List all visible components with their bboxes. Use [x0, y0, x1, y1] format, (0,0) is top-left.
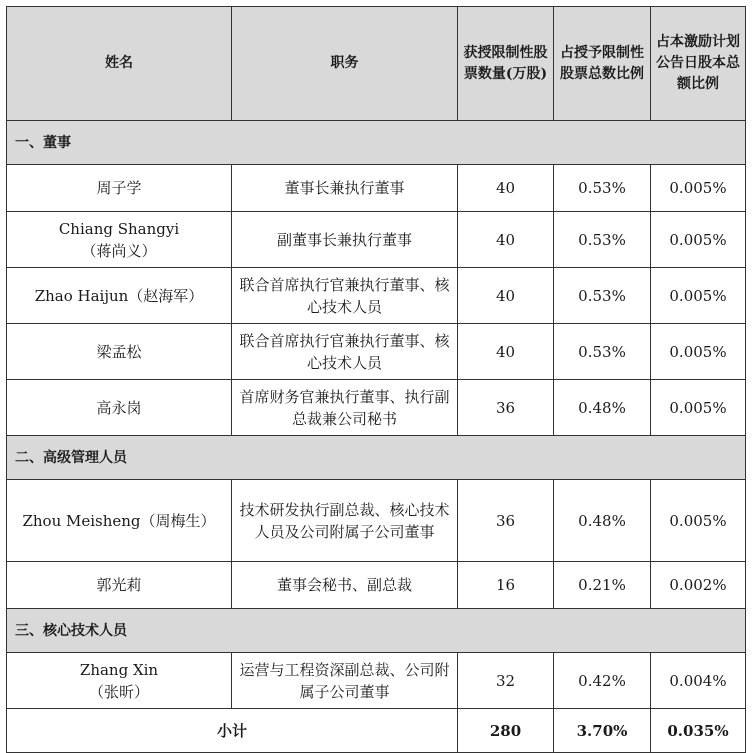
cell-position: 董事会秘书、副总裁	[232, 562, 458, 609]
cell-shares: 16	[458, 562, 554, 609]
table-row	[7, 212, 746, 268]
cell-name: Zhao Haijun（赵海军）	[7, 268, 232, 324]
cell-pct-grant: 0.48%	[554, 380, 651, 436]
section-row	[7, 436, 746, 480]
cell-shares: 32	[458, 653, 554, 709]
total-pct-grant: 3.70%	[554, 709, 651, 753]
cell-pct-total: 0.005%	[651, 212, 746, 268]
cell-pct-total: 0.005%	[651, 380, 746, 436]
header-pct-grant: 占授予限制性股票总数比例	[554, 7, 651, 121]
header-pct-total: 占本激励计划公告日股本总额比例	[651, 7, 746, 121]
cell-position: 首席财务官兼执行董事、执行副总裁兼公司秘书	[232, 380, 458, 436]
cell-pct-grant: 0.53%	[554, 165, 651, 212]
section-row	[7, 121, 746, 165]
cell-pct-total: 0.004%	[651, 653, 746, 709]
table-row	[7, 268, 746, 324]
section-row	[7, 609, 746, 653]
header-row	[7, 7, 746, 121]
cell-pct-total: 0.005%	[651, 324, 746, 380]
name-line: Zhang Xin	[79, 660, 159, 679]
table-row	[7, 653, 746, 709]
cell-name: 郭光莉	[7, 562, 232, 609]
grant-table	[6, 6, 746, 753]
section-title: 一、董事	[7, 121, 746, 165]
cell-pct-grant: 0.53%	[554, 324, 651, 380]
cell-shares: 40	[458, 324, 554, 380]
cell-name: 高永岗	[7, 380, 232, 436]
cell-pct-grant: 0.21%	[554, 562, 651, 609]
name-line-2: （蒋尚义）	[81, 241, 157, 260]
cell-pct-total: 0.005%	[651, 268, 746, 324]
cell-name: 梁孟松	[7, 324, 232, 380]
name-line: Chiang Shangyi	[58, 219, 180, 238]
cell-name	[7, 653, 232, 709]
total-shares: 280	[458, 709, 554, 753]
section-title: 二、高级管理人员	[7, 436, 746, 480]
cell-shares: 40	[458, 268, 554, 324]
cell-position: 副董事长兼执行董事	[232, 212, 458, 268]
cell-name: 周子学	[7, 165, 232, 212]
cell-position: 联合首席执行官兼执行董事、核心技术人员	[232, 268, 458, 324]
total-pct-total: 0.035%	[651, 709, 746, 753]
table-row	[7, 480, 746, 562]
cell-pct-total: 0.002%	[651, 562, 746, 609]
cell-shares: 36	[458, 380, 554, 436]
table-row	[7, 324, 746, 380]
table-row	[7, 562, 746, 609]
header-position: 职务	[232, 7, 458, 121]
cell-pct-grant: 0.53%	[554, 268, 651, 324]
cell-shares: 40	[458, 212, 554, 268]
cell-name	[7, 212, 232, 268]
cell-shares: 36	[458, 480, 554, 562]
section-title: 三、核心技术人员	[7, 609, 746, 653]
cell-position: 技术研发执行副总裁、核心技术人员及公司附属子公司董事	[232, 480, 458, 562]
cell-pct-total: 0.005%	[651, 165, 746, 212]
cell-position: 运营与工程资深副总裁、公司附属子公司董事	[232, 653, 458, 709]
cell-position: 联合首席执行官兼执行董事、核心技术人员	[232, 324, 458, 380]
total-label: 小计	[7, 709, 458, 753]
table-row	[7, 165, 746, 212]
name-line-2: （张昕）	[88, 682, 149, 701]
cell-position: 董事长兼执行董事	[232, 165, 458, 212]
header-name: 姓名	[7, 7, 232, 121]
total-row	[7, 709, 746, 753]
cell-pct-total: 0.005%	[651, 480, 746, 562]
table-row	[7, 380, 746, 436]
header-shares: 获授限制性股票数量(万股)	[458, 7, 554, 121]
cell-name: Zhou Meisheng（周梅生）	[7, 480, 232, 562]
cell-pct-grant: 0.48%	[554, 480, 651, 562]
cell-shares: 40	[458, 165, 554, 212]
cell-pct-grant: 0.42%	[554, 653, 651, 709]
cell-pct-grant: 0.53%	[554, 212, 651, 268]
